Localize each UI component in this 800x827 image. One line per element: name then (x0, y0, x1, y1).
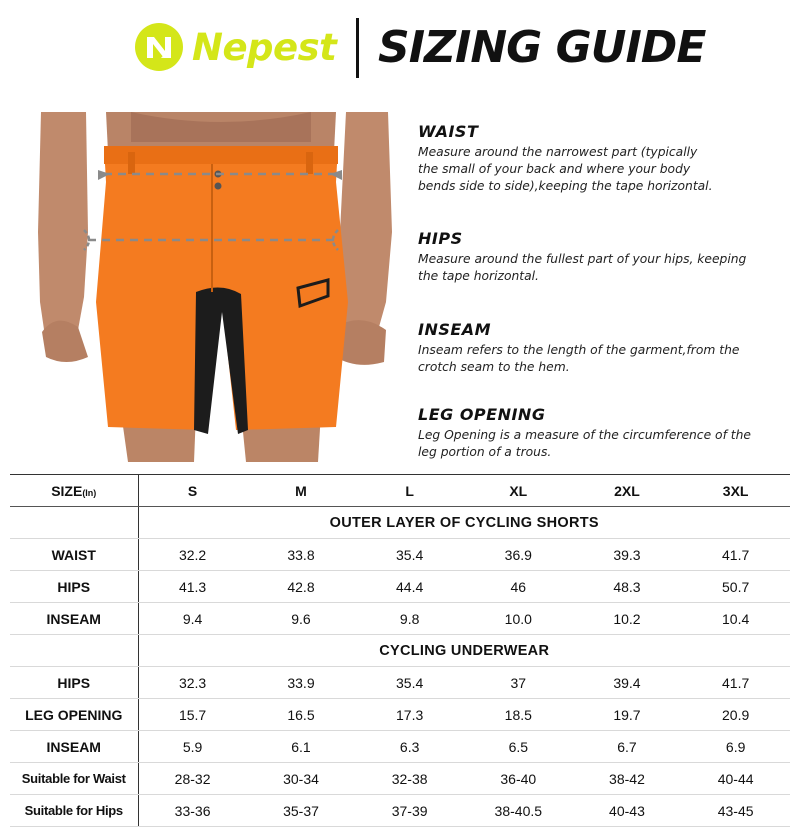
row-label: LEG OPENING (10, 699, 138, 731)
cycling-shorts-illustration (36, 112, 396, 462)
size-column-header: XL (464, 475, 573, 507)
table-cell: 6.5 (464, 731, 573, 763)
brand-name: Nepest (192, 26, 337, 69)
size-column-header: 3XL (681, 475, 790, 507)
table-cell: 33-36 (138, 795, 247, 827)
table-row (10, 603, 790, 635)
row-label: WAIST (10, 539, 138, 571)
table-cell: 6.9 (681, 731, 790, 763)
size-column-header: L (355, 475, 464, 507)
table-cell: 9.6 (247, 603, 356, 635)
waist-description (418, 122, 788, 195)
description-title: LEG OPENING (418, 405, 546, 424)
fit-row (10, 763, 790, 795)
table-cell: 35.4 (355, 667, 464, 699)
table-cell: 39.3 (573, 539, 682, 571)
table-cell: 32-38 (355, 763, 464, 795)
table-cell: 20.9 (681, 699, 790, 731)
description-title: WAIST (418, 122, 479, 141)
hips-description (418, 229, 788, 285)
description-text: Measure around the fullest part of your hips, keeping the tape horizontal. (418, 252, 747, 283)
table-cell: 33.8 (247, 539, 356, 571)
table-cell: 43-45 (681, 795, 790, 827)
table-cell: 19.7 (573, 699, 682, 731)
table-cell: 41.7 (681, 667, 790, 699)
table-cell: 10.2 (573, 603, 682, 635)
table-cell: 36-40 (464, 763, 573, 795)
table-cell: 36.9 (464, 539, 573, 571)
size-column-header: S (138, 475, 247, 507)
table-row (10, 571, 790, 603)
empty-label-cell (10, 507, 138, 539)
size-header-cell (10, 475, 138, 507)
table-row (10, 667, 790, 699)
table-row (10, 539, 790, 571)
description-text: Leg Opening is a measure of the circumference of the leg portion of a trous. (418, 428, 751, 459)
table-cell: 46 (464, 571, 573, 603)
size-header-unit: (In) (82, 487, 97, 498)
table-cell: 16.5 (247, 699, 356, 731)
description-title: INSEAM (418, 320, 492, 339)
table-cell: 10.4 (681, 603, 790, 635)
size-header-label: SIZE (51, 482, 83, 499)
row-label: Suitable for Hips (10, 795, 138, 827)
table-cell: 9.4 (138, 603, 247, 635)
table-cell: 10.0 (464, 603, 573, 635)
table-cell: 15.7 (138, 699, 247, 731)
table-cell: 39.4 (573, 667, 682, 699)
leg-opening-description (418, 405, 788, 461)
table-cell: 28-32 (138, 763, 247, 795)
size-chart-table (10, 474, 790, 827)
table-cell: 38-40.5 (464, 795, 573, 827)
row-label: INSEAM (10, 731, 138, 763)
row-label: HIPS (10, 571, 138, 603)
table-cell: 5.9 (138, 731, 247, 763)
table-cell: 32.2 (138, 539, 247, 571)
table-cell: 40-43 (573, 795, 682, 827)
table-row (10, 699, 790, 731)
row-label: INSEAM (10, 603, 138, 635)
description-title: HIPS (418, 229, 463, 248)
section-row (10, 635, 790, 667)
table-cell: 37 (464, 667, 573, 699)
table-cell: 44.4 (355, 571, 464, 603)
row-label: Suitable for Waist (10, 763, 138, 795)
fit-row (10, 795, 790, 827)
row-label: HIPS (10, 667, 138, 699)
table-cell: 6.3 (355, 731, 464, 763)
table-cell: 50.7 (681, 571, 790, 603)
description-text: Measure around the narrowest part (typically the small of your back and where your body bends side to side),keeping the tape horizontal. (418, 145, 713, 193)
page-title: SIZING GUIDE (378, 22, 706, 73)
table-cell: 41.3 (138, 571, 247, 603)
nepest-logo-icon (134, 22, 184, 72)
table-cell: 6.1 (247, 731, 356, 763)
header-divider (356, 18, 359, 78)
table-cell: 40-44 (681, 763, 790, 795)
table-cell: 6.7 (573, 731, 682, 763)
table-cell: 41.7 (681, 539, 790, 571)
table-cell: 35.4 (355, 539, 464, 571)
page-header (0, 0, 800, 100)
table-cell: 32.3 (138, 667, 247, 699)
table-row (10, 731, 790, 763)
section-row (10, 507, 790, 539)
table-cell: 30-34 (247, 763, 356, 795)
table-cell: 48.3 (573, 571, 682, 603)
size-column-header: M (247, 475, 356, 507)
table-cell: 37-39 (355, 795, 464, 827)
table-cell: 18.5 (464, 699, 573, 731)
table-cell: 17.3 (355, 699, 464, 731)
table-cell: 42.8 (247, 571, 356, 603)
inseam-description (418, 320, 788, 376)
section-title: CYCLING UNDERWEAR (138, 635, 790, 667)
table-cell: 35-37 (247, 795, 356, 827)
description-text: Inseam refers to the length of the garment,from the crotch seam to the hem. (418, 343, 740, 374)
table-cell: 9.8 (355, 603, 464, 635)
table-cell: 33.9 (247, 667, 356, 699)
table-header-row (10, 475, 790, 507)
size-column-header: 2XL (573, 475, 682, 507)
empty-label-cell (10, 635, 138, 667)
table-cell: 38-42 (573, 763, 682, 795)
section-title: OUTER LAYER OF CYCLING SHORTS (138, 507, 790, 539)
